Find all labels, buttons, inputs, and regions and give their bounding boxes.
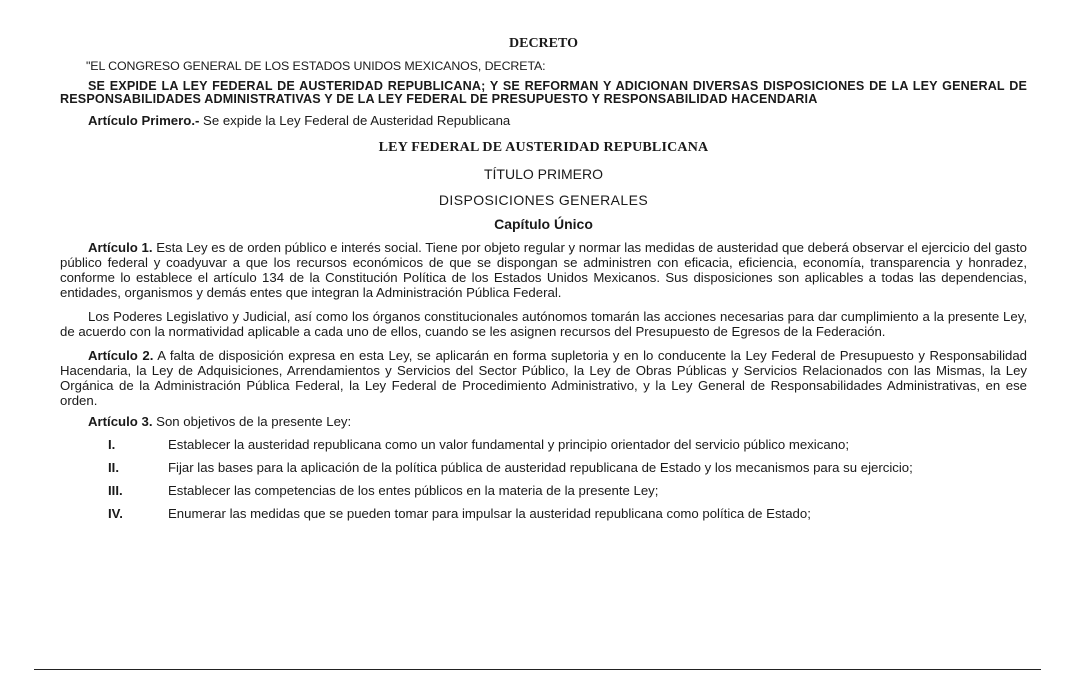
articulo-3-label: Artículo 3.	[88, 413, 153, 429]
fraccion-text: Establecer la austeridad republicana como un valor fundamental y principio orientador del servicio público mexicano;	[168, 436, 849, 452]
fraccion-item	[60, 506, 1027, 521]
fraccion-text: Fijar las bases para la aplicación de la política pública de austeridad republicana de Estado y los mecanismos para su ejercicio;	[168, 459, 913, 475]
capitulo-heading: Capítulo Único	[494, 215, 593, 232]
fraccion-number: I.	[108, 436, 116, 452]
articulo-2-label: Artículo 2.	[88, 347, 154, 363]
articulo-3-text: Son objetivos de la presente Ley:	[152, 413, 352, 429]
congreso-line: "EL CONGRESO GENERAL DE LOS ESTADOS UNIDOS MEXICANOS, DECRETA:	[86, 59, 546, 73]
articulo-primero-text: Se expide la Ley Federal de Austeridad Republicana	[199, 112, 511, 128]
fraccion-text: Establecer las competencias de los entes públicos en la materia de la presente Ley;	[168, 482, 659, 498]
articulo-2	[60, 348, 1027, 408]
decreto-heading: DECRETO	[509, 36, 578, 51]
articulo-2-text: A falta de disposición expresa en esta Ley, se aplicarán en forma supletoria y en lo conducente la Ley Federal de Presupuesto y Responsabilidad Hacendaria, la Ley de Adquisiciones, Arrendamientos y Servicios del Sector Público, la Ley de Obras Públicas y Servicios Relacionados con las Mismas, la Ley Orgánica de la Administración Pública Federal, la Ley Federal de Procedimiento Administrativo, y la Ley General de Responsabilidades Administrativas, en ese orden.	[60, 347, 1028, 408]
fraccion-item	[60, 483, 1027, 498]
titulo-heading: TÍTULO PRIMERO	[483, 165, 603, 182]
fraccion-number: III.	[108, 482, 123, 498]
articulo-primero	[60, 113, 1027, 128]
articulo-3	[60, 414, 1027, 429]
fraccion-number: IV.	[108, 505, 123, 521]
articulo-1-text: Esta Ley es de orden público e interés social. Tiene por objeto regular y normar las medidas de austeridad que deberá observar el ejercicio del gasto público federal y coadyuvar a que los recursos económicos de que se dispongan se administren con eficacia, eficiencia, economía, transparencia y honradez, conforme lo establece el artículo 134 de la Constitución Política de los Estados Unidos Mexicanos. Sus disposiciones son aplicables a todas las dependencias, entidades, organismos y demás entes que integran la Administración Pública Federal.	[60, 239, 1027, 300]
fraccion-item	[60, 437, 1027, 452]
articulo-primero-label: Artículo Primero.-	[88, 112, 200, 128]
document-page	[60, 36, 1027, 521]
law-title: LEY FEDERAL DE AUSTERIDAD REPUBLICANA	[378, 139, 709, 155]
articulo-1-label: Artículo 1.	[88, 239, 153, 255]
disposiciones-heading: DISPOSICIONES GENERALES	[438, 191, 649, 208]
decree-title: SE EXPIDE LA LEY FEDERAL DE AUSTERIDAD REPUBLICANA; Y SE REFORMAN Y ADICIONAN DIVERSAS DISPOSICIONES DE LA LEY GENERAL DE RESPONSABILIDADES ADMINISTRATIVAS Y DE LA LEY FEDERAL DE PRESUPUESTO Y RESPONSABILIDAD HACENDARIA	[60, 79, 1027, 107]
articulo-1-paragraph-2: Los Poderes Legislativo y Judicial, así como los órganos constitucionales autónomos tomarán las acciones necesarias para dar cumplimiento a la presente Ley, de acuerdo con la normatividad aplicable a cada uno de ellos, cuando se les asignen recursos del Presupuesto de Egresos de la Federación.	[60, 308, 1027, 339]
fraccion-number: II.	[108, 459, 119, 475]
fraccion-text: Enumerar las medidas que se pueden tomar para impulsar la austeridad republicana como política de Estado;	[168, 505, 811, 521]
articulo-1	[60, 240, 1027, 300]
bottom-divider	[34, 669, 1041, 670]
fraccion-item	[60, 460, 1027, 475]
